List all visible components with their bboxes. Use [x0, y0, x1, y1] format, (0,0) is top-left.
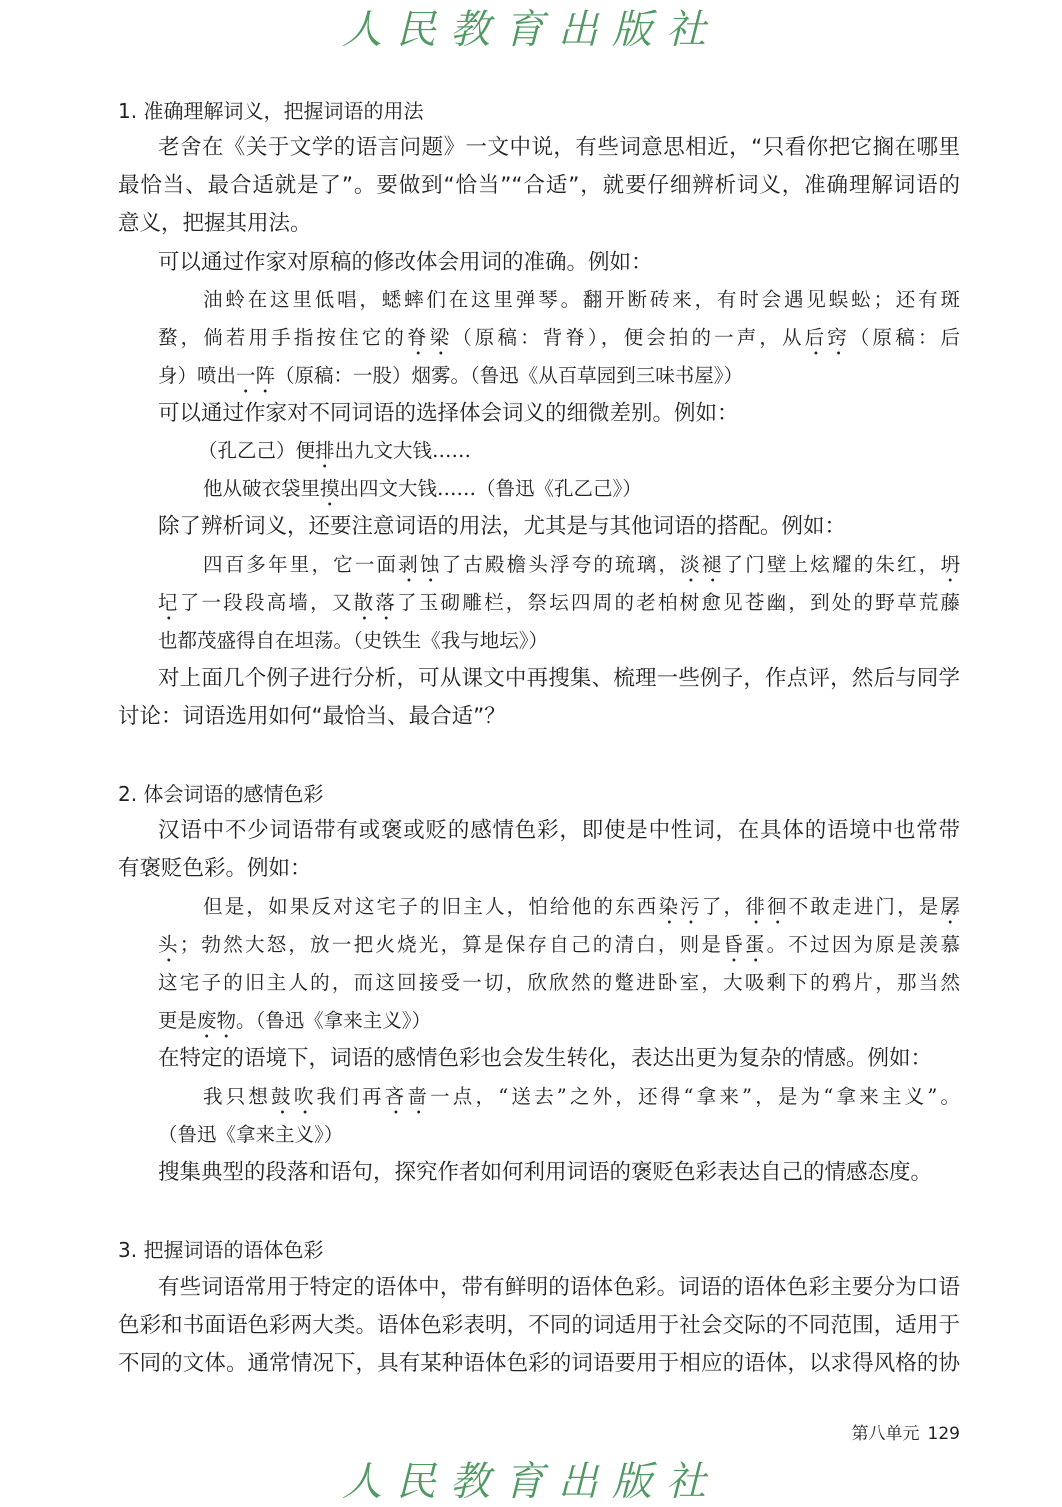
page-number: 129: [927, 1424, 960, 1444]
paragraph-line: 除了辨析词义，还要注意词语的用法，尤其是与其他词语的搭配。例如：: [158, 514, 847, 539]
paragraph-line: 色彩和书面语色彩两大类。语体色彩表明，不同的词适用于社会交际的不同范围，适用于: [118, 1313, 960, 1338]
publisher-watermark-top: 人民教育出版社: [342, 7, 720, 53]
quote-line: 头；勃然大怒，放一把火烧光，算是保存自己的清白，则是昏蛋。不过因为原是羡慕: [158, 933, 960, 956]
quote-line: 这宅子的旧主人的，而这回接受一切，欣欣然的蹩进卧室，大吸剩下的鸦片，那当然: [158, 971, 960, 994]
paragraph-line: 汉语中不少词语带有或褒或贬的感情色彩，即使是中性词，在具体的语境中也常带: [158, 818, 960, 843]
quote-line: 也都茂盛得自在坦荡。（史铁生《我与地坛》）: [158, 629, 549, 652]
paragraph-line: 可以通过作家对不同词语的选择体会词义的细微差别。例如：: [158, 401, 739, 426]
quote-line: （孔乙己）便排出九文大钱……: [198, 439, 472, 462]
quote-line: （鲁迅《拿来主义》）: [158, 1123, 344, 1146]
paragraph-line: 最恰当、最合适就是了”。要做到“恰当”“合适”，就要仔细辨析词义，准确理解词语的: [118, 173, 960, 198]
paragraph-line: 在特定的语境下，词语的感情色彩也会发生转化，表达出更为复杂的情感。例如：: [158, 1046, 933, 1071]
quote-line: 我只想鼓吹我们再吝啬一点，“送去”之外，还得“拿来”，是为“拿来主义”。: [203, 1085, 960, 1108]
paragraph-line: 可以通过作家对原稿的修改体会用词的准确。例如：: [158, 250, 653, 275]
quote-line: 蝥，倘若用手指按住它的脊梁（原稿：背脊），便会拍的一声，从后窍（原稿：后: [158, 326, 960, 349]
paragraph-line: 有些词语常用于特定的语体中，带有鲜明的语体色彩。词语的语体色彩主要分为口语: [158, 1275, 960, 1300]
paragraph-line: 对上面几个例子进行分析，可从课文中再搜集、梳理一些例子，作点评，然后与同学: [158, 666, 960, 691]
quote-line: 油蛉在这里低唱，蟋蟀们在这里弹琴。翻开断砖来，有时会遇见蜈蚣；还有斑: [203, 288, 960, 311]
paragraph-line: 搜集典型的段落和语句，探究作者如何利用词语的褒贬色彩表达自己的情感态度。: [158, 1160, 933, 1185]
quote-line: 他从破衣袋里摸出四文大钱……（鲁迅《孔乙己》）: [203, 477, 642, 500]
paragraph-line: 有褒贬色彩。例如：: [118, 856, 312, 881]
paragraph-line: 不同的文体。通常情况下，具有某种语体色彩的词语要用于相应的语体，以求得风格的协: [118, 1351, 960, 1376]
paragraph-line: 老舍在《关于文学的语言问题》一文中说，有些词意思相近，“只看你把它搁在哪里: [158, 135, 960, 160]
quote-line: 四百多年里，它一面剥蚀了古殿檐头浮夸的琉璃，淡褪了门壁上炫耀的朱红，坍: [203, 553, 960, 576]
quote-line: 圮了一段段高墙，又散落了玉砌雕栏，祭坛四周的老柏树愈见苍幽，到处的野草荒藤: [158, 591, 960, 614]
section-2-heading: 2. 体会词语的感情色彩: [118, 782, 324, 806]
quote-line: 但是，如果反对这宅子的旧主人，怕给他的东西染污了，徘徊不敢走进门，是孱: [203, 895, 960, 918]
paragraph-line: 意义，把握其用法。: [118, 211, 312, 236]
publisher-watermark-bottom: 人民教育出版社: [342, 1459, 720, 1505]
section-3-heading: 3. 把握词语的语体色彩: [118, 1238, 324, 1262]
section-1-heading: 1. 准确理解词义，把握词语的用法: [118, 99, 424, 123]
quote-line: 更是废物。（鲁迅《拿来主义》）: [158, 1009, 432, 1032]
unit-label: 第八单元: [851, 1424, 920, 1444]
paragraph-line: 讨论：词语选用如何“最恰当、最合适”？: [118, 704, 506, 729]
quote-line: 身）喷出一阵（原稿：一股）烟雾。（鲁迅《从百草园到三味书屋》）: [158, 364, 744, 387]
page-footer: [852, 1419, 960, 1444]
